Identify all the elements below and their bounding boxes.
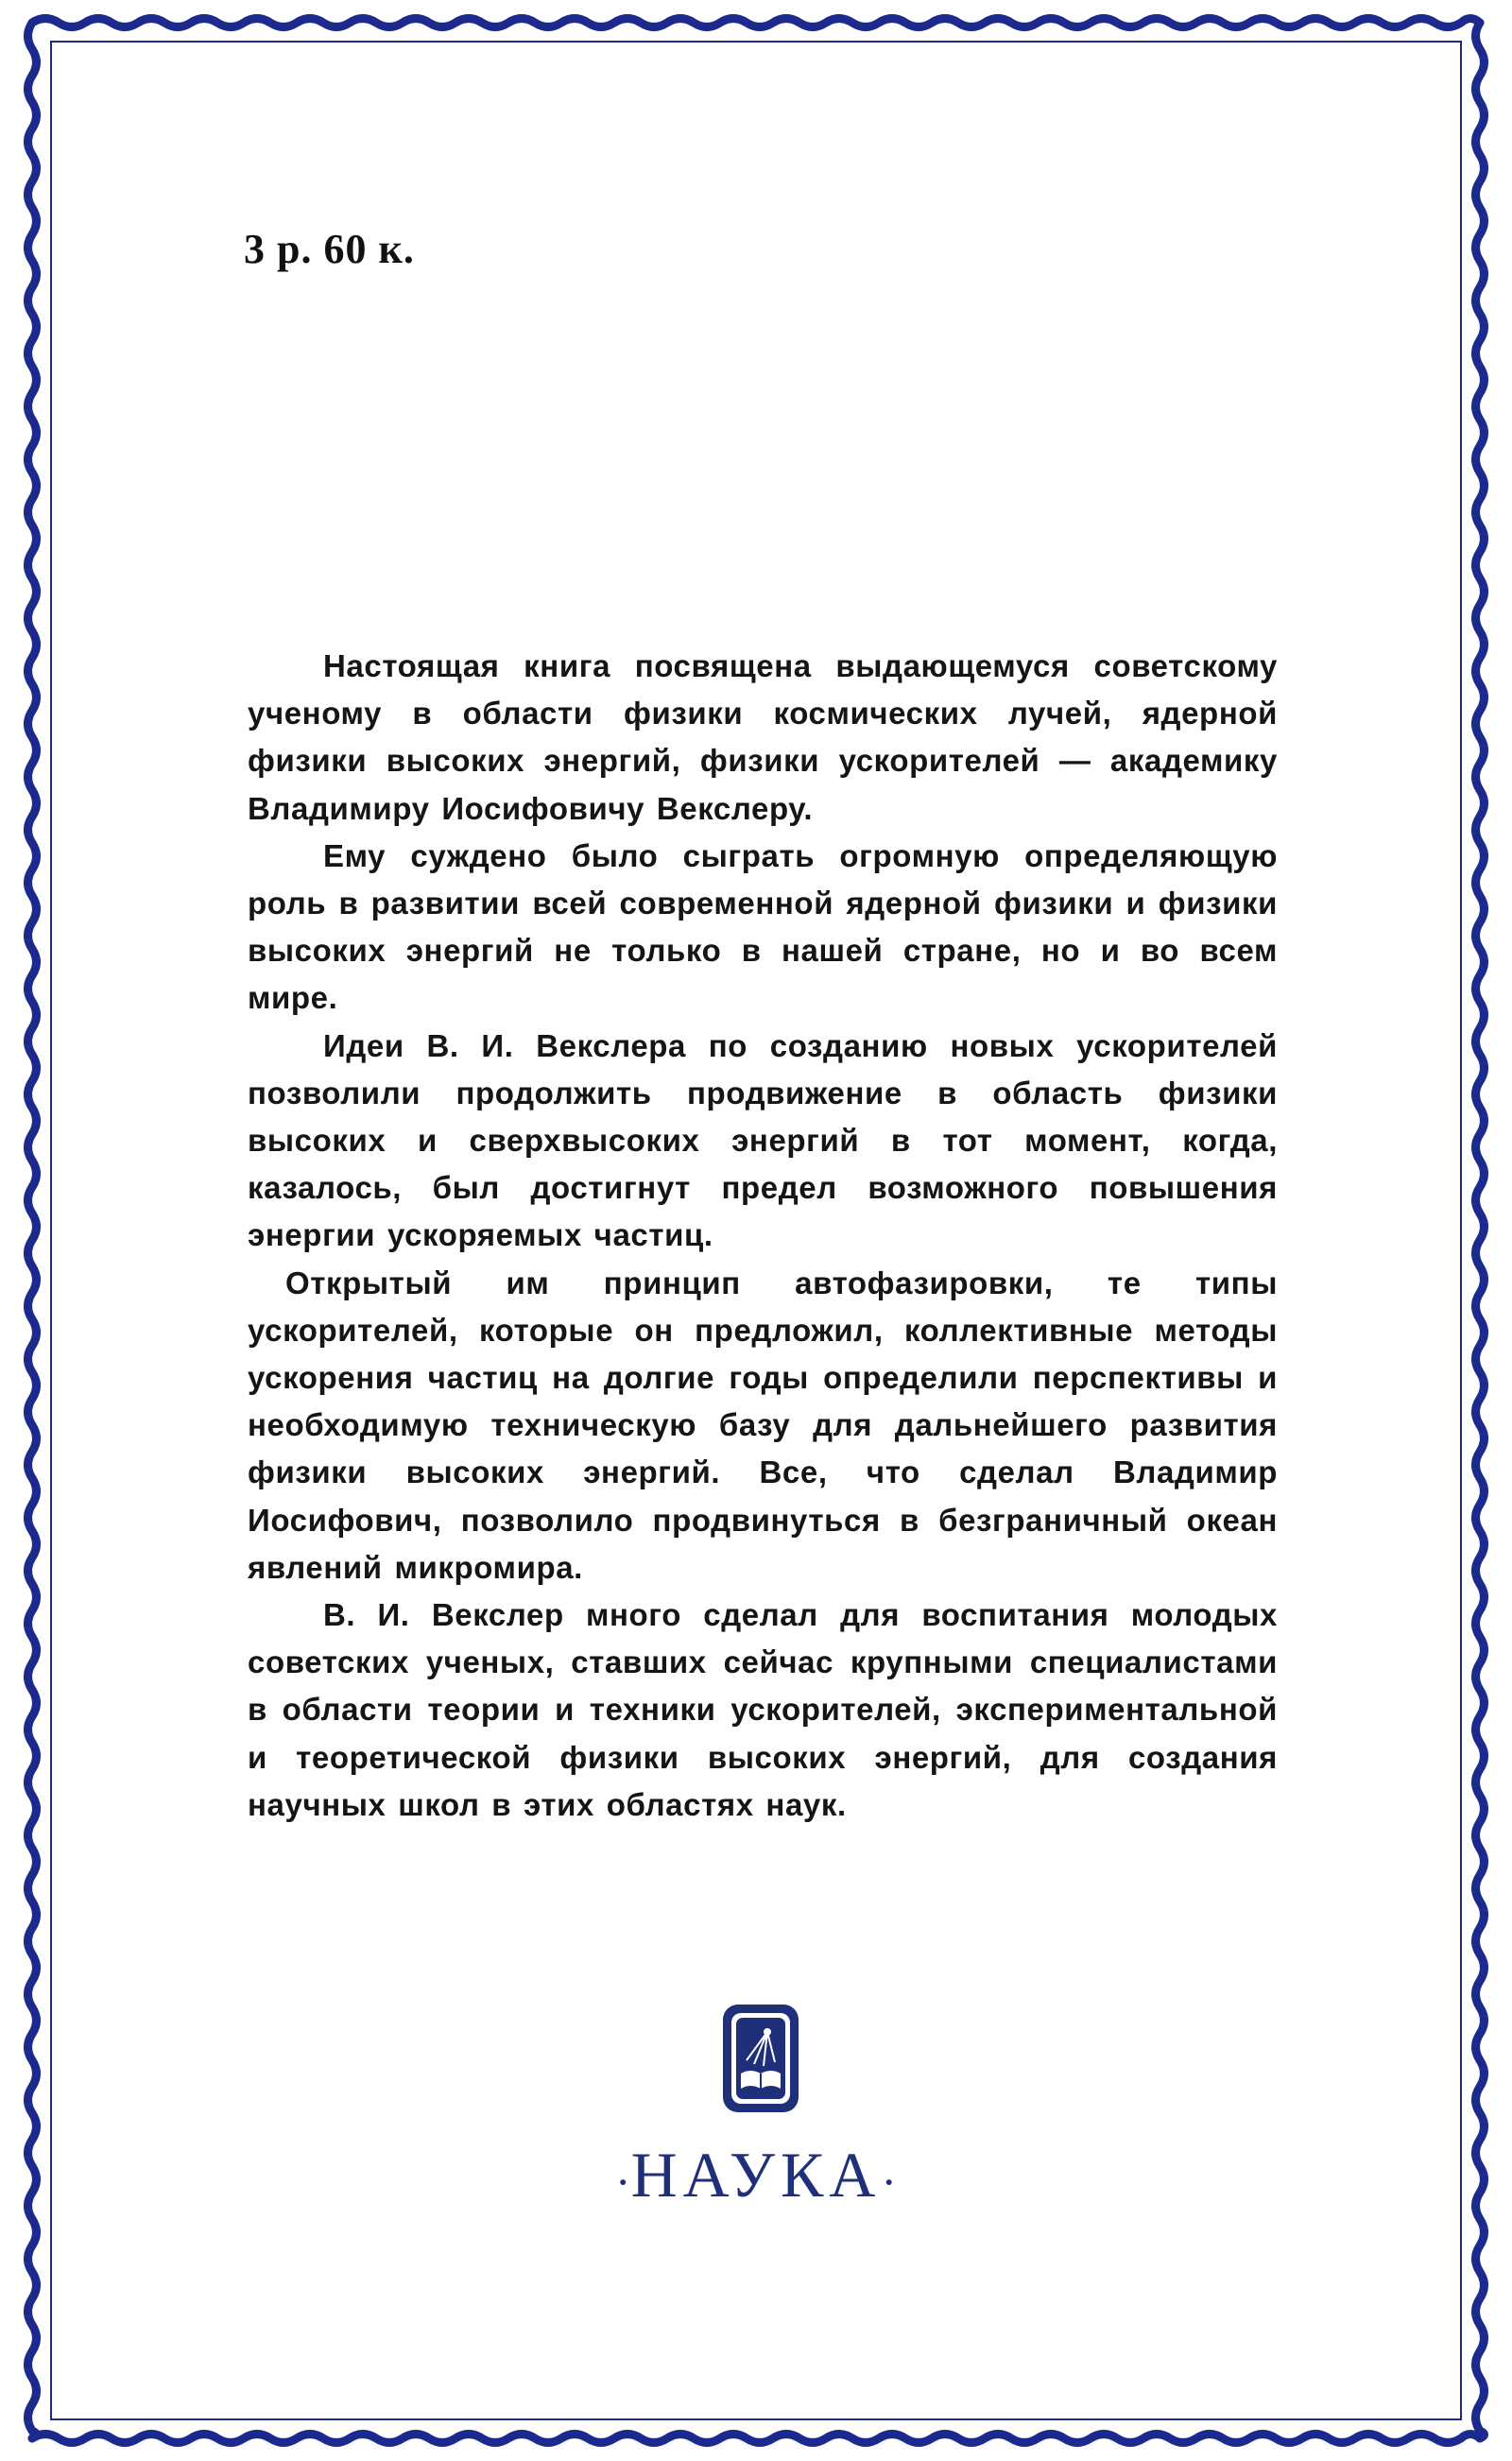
price-label: 3 р. 60 к. — [244, 226, 415, 272]
annotation-paragraph: В. И. Векслер много сделал для воспитания молодых советских ученых, ставших сейчас крупными специалистами в области теории и техники ускорителей, экспериментальной и теоретической физики высоких энергий, для создания научных школ в этих областях наук. — [248, 1597, 1278, 1822]
separator-dot: · — [881, 2155, 898, 2209]
annotation-paragraph: Настоящая книга посвящена выдающемуся советскому ученому в области физики космических лучей, ядерной физики высоких энергий, физики ускорителей — академику Владимиру Иосифовичу Векслеру. — [248, 648, 1278, 826]
publisher-name — [529, 2138, 983, 2212]
annotation-paragraph: Открытый им принцип автофазировки, те типы ускорителей, которые он предложил, коллективные методы ускорения частиц на долгие годы определили перспективы и необходимую техническую базу для дальнейшего развития физики высоких энергий. Все, что сделал Владимир Иосифович, позволило продвинуться в безграничный океан явлений микромира. — [248, 1265, 1278, 1585]
annotation-paragraph: Идеи В. И. Векслера по созданию новых ускорителей позволили продолжить продвижение в область физики высоких и сверхвысоких энергий в тот момент, когда, казалось, был достигнут предел возможного повышения энергии ускоряемых частиц. — [248, 1027, 1278, 1253]
annotation-text — [248, 643, 1278, 1829]
border-wave — [1476, 23, 1485, 2438]
publisher-label: НАУКА — [630, 2139, 882, 2211]
nauka-logo-icon — [720, 2002, 801, 2115]
border-wave — [32, 19, 1480, 27]
separator-dot: · — [614, 2155, 631, 2209]
border-wave — [28, 23, 37, 2438]
border-wave — [32, 2435, 1480, 2443]
annotation-paragraph: Ему суждено было сыграть огромную определяющую роль в развитии всей современной ядерной физики и физики высоких энергий не только в нашей стране, но и во всем мире. — [248, 837, 1278, 1016]
